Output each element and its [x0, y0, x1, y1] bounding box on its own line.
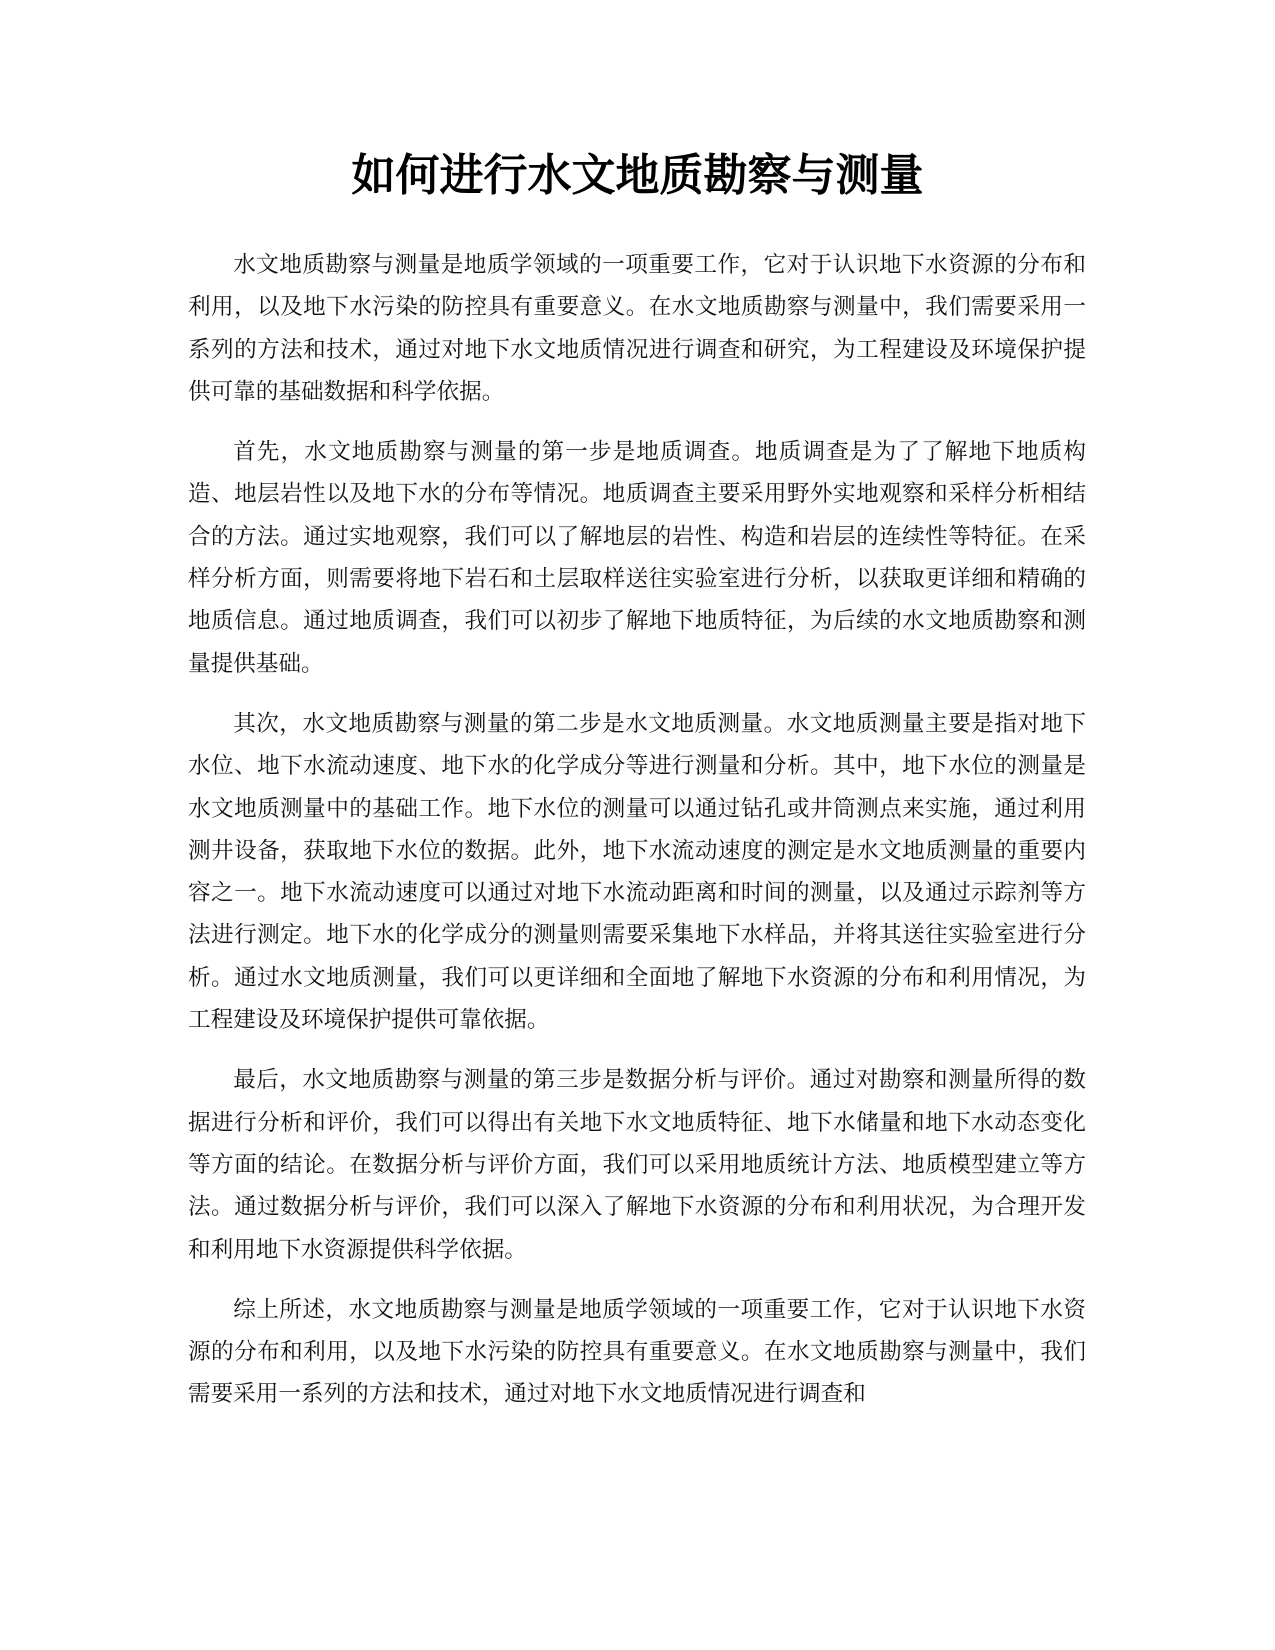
- paragraph-summary: 综上所述，水文地质勘察与测量是地质学领域的一项重要工作，它对于认识地下水资源的分布和利用，以及地下水污染的防控具有重要意义。在水文地质勘察与测量中，我们需要采用一系列的方法和技术，通过对地下水文地质情况进行调查和: [188, 1296, 1086, 1408]
- paragraph-intro: 水文地质勘察与测量是地质学领域的一项重要工作，它对于认识地下水资源的分布和利用，以及地下水污染的防控具有重要意义。在水文地质勘察与测量中，我们需要采用一系列的方法和技术，通过对地下水文地质情况进行调查和研究，为工程建设及环境保护提供可靠的基础数据和科学依据。: [188, 252, 1086, 405]
- document-title: 如何进行水文地质勘察与测量: [351, 150, 924, 201]
- paragraph-step-three: 最后，水文地质勘察与测量的第三步是数据分析与评价。通过对勘察和测量所得的数据进行分析和评价，我们可以得出有关地下水文地质特征、地下水储量和地下水动态变化等方面的结论。在数据分析与评价方面，我们可以采用地质统计方法、地质模型建立等方法。通过数据分析与评价，我们可以深入了解地下水资源的分布和利用状况，为合理开发和利用地下水资源提供科学依据。: [188, 1067, 1086, 1263]
- document-body: [188, 244, 1086, 1434]
- paragraph-step-one: 首先，水文地质勘察与测量的第一步是地质调查。地质调查是为了了解地下地质构造、地层岩性以及地下水的分布等情况。地质调查主要采用野外实地观察和采样分析相结合的方法。通过实地观察，我们可以了解地层的岩性、构造和岩层的连续性等特征。在采样分析方面，则需要将地下岩石和土层取样送往实验室进行分析，以获取更详细和精确的地质信息。通过地质调查，我们可以初步了解地下地质特征，为后续的水文地质勘察和测量提供基础。: [188, 439, 1086, 677]
- paragraph-step-two: 其次，水文地质勘察与测量的第二步是水文地质测量。水文地质测量主要是指对地下水位、地下水流动速度、地下水的化学成分等进行测量和分析。其中，地下水位的测量是水文地质测量中的基础工作。地下水位的测量可以通过钻孔或井筒测点来实施，通过利用测井设备，获取地下水位的数据。此外，地下水流动速度的测定是水文地质测量的重要内容之一。地下水流动速度可以通过对地下水流动距离和时间的测量，以及通过示踪剂等方法进行测定。地下水的化学成分的测量则需要采集地下水样品，并将其送往实验室进行分析。通过水文地质测量，我们可以更详细和全面地了解地下水资源的分布和利用情况，为工程建设及环境保护提供可靠依据。: [188, 710, 1086, 1034]
